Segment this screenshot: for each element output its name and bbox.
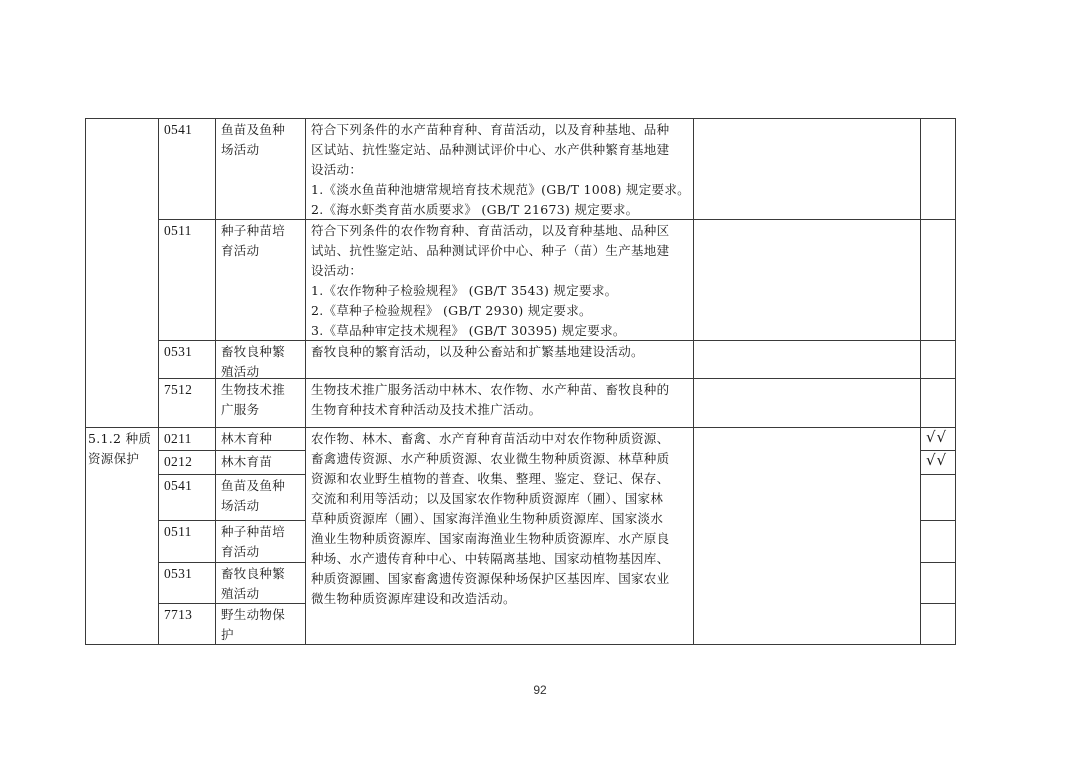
condition-desc-line: 设活动： — [311, 263, 363, 278]
section-row-border — [158, 474, 306, 475]
industry-code: 0211 — [164, 431, 192, 446]
section-label-line: 资源保护 — [88, 451, 140, 466]
section-desc-line: 种质资源圃、国家畜禽遗传资源保种场保护区基因库、国家农业 — [311, 571, 670, 586]
table-top-border — [85, 118, 956, 119]
section-desc-line: 微生物种质资源库建设和改造活动。 — [311, 591, 516, 606]
section-check-border — [920, 603, 956, 604]
condition-desc-line: 1.《淡水鱼苗种池塘常规培育技术规范》(GB/T 1008) 规定要求。 — [311, 182, 690, 197]
section-desc-line: 畜禽遗传资源、水产种质资源、农业微生物种质资源、林草种质 — [311, 451, 670, 466]
industry-name-line: 鱼苗及鱼种 — [221, 122, 286, 137]
industry-name-line: 野生动物保 — [221, 607, 286, 622]
industry-name-line: 种子种苗培 — [221, 223, 286, 238]
industry-code: 0212 — [164, 454, 193, 469]
industry-code: 0531 — [164, 566, 193, 581]
section-check-border — [920, 562, 956, 563]
industry-name-line: 护 — [221, 627, 234, 642]
industry-code: 0531 — [164, 344, 193, 359]
section-desc-line: 种场、水产遗传育种中心、中转隔离基地、国家动植物基因库、 — [311, 551, 670, 566]
industry-code: 0511 — [164, 524, 192, 539]
condition-desc-line: 试站、抗性鉴定站、品种测试评价中心、种子（苗）生产基地建 — [311, 243, 670, 258]
condition-desc-line: 设活动： — [311, 162, 363, 177]
condition-desc-line: 2.《草种子检验规程》 (GB/T 2930) 规定要求。 — [311, 303, 592, 318]
table-col-border-0 — [85, 118, 86, 645]
condition-desc-line: 3.《草品种审定技术规程》 (GB/T 30395) 规定要求。 — [311, 323, 626, 338]
condition-desc-line: 区试站、抗性鉴定站、品种测试评价中心、水产供种繁育基地建 — [311, 142, 670, 157]
industry-name-line: 鱼苗及鱼种 — [221, 478, 286, 493]
industry-name-line: 育活动 — [221, 243, 260, 258]
industry-name-line: 殖活动 — [221, 586, 260, 601]
industry-name-line: 畜牧良种繁 — [221, 566, 286, 581]
industry-code: 0541 — [164, 478, 193, 493]
section-row-border — [158, 450, 306, 451]
industry-name-line: 林木育种 — [221, 431, 273, 446]
table-bottom-border — [85, 644, 956, 645]
condition-desc-line: 生物育种技术育种活动及技术推广活动。 — [311, 402, 542, 417]
table-col-border-6 — [955, 118, 956, 645]
industry-name-line: 场活动 — [221, 142, 260, 157]
industry-code: 7713 — [164, 607, 193, 622]
industry-name-line: 场活动 — [221, 498, 260, 513]
industry-code: 7512 — [164, 382, 193, 397]
table-col-border-1 — [158, 118, 159, 645]
industry-name-line: 殖活动 — [221, 364, 260, 379]
check-mark: √√ — [926, 428, 948, 446]
table-row-border — [158, 378, 956, 379]
table-col-border-5 — [920, 118, 921, 645]
condition-desc-line: 符合下列条件的农作物育种、育苗活动，以及育种基地、品种区 — [311, 223, 670, 238]
section-divider — [85, 427, 956, 428]
industry-name-line: 林木育苗 — [221, 454, 273, 469]
section-check-border — [920, 474, 956, 475]
condition-desc-line: 生物技术推广服务活动中林木、农作物、水产种苗、畜牧良种的 — [311, 382, 670, 397]
section-desc-line: 资源和农业野生植物的普查、收集、整理、鉴定、登记、保存、 — [311, 471, 670, 486]
industry-code: 0541 — [164, 122, 193, 137]
check-mark: √√ — [926, 451, 948, 469]
section-desc-line: 交流和利用等活动；以及国家农作物种质资源库（圃）、国家林 — [311, 491, 664, 506]
section-row-border — [158, 520, 306, 521]
condition-desc-line: 符合下列条件的水产苗种育种、育苗活动，以及育种基地、品种 — [311, 122, 670, 137]
section-desc-line: 渔业生物种质资源库、国家南海渔业生物种质资源库、水产原良 — [311, 531, 670, 546]
condition-desc-line: 畜牧良种的繁育活动，以及种公畜站和扩繁基地建设活动。 — [311, 344, 644, 359]
table-col-border-4 — [693, 118, 694, 645]
industry-name-line: 畜牧良种繁 — [221, 344, 286, 359]
industry-name-line: 育活动 — [221, 544, 260, 559]
industry-name-line: 种子种苗培 — [221, 524, 286, 539]
industry-code: 0511 — [164, 223, 192, 238]
table-col-border-2 — [215, 118, 216, 645]
industry-name-line: 生物技术推 — [221, 382, 286, 397]
page-number: 92 — [533, 683, 547, 697]
section-label-line: 5.1.2 种质 — [88, 431, 152, 446]
section-desc-line: 草种质资源库（圃）、国家海洋渔业生物种质资源库、国家淡水 — [311, 511, 664, 526]
section-desc-line: 农作物、林木、畜禽、水产育种育苗活动中对农作物种质资源、 — [311, 431, 670, 446]
industry-name-line: 广服务 — [221, 402, 260, 417]
condition-desc-line: 2.《海水虾类育苗水质要求》 (GB/T 21673) 规定要求。 — [311, 202, 639, 217]
condition-desc-line: 1.《农作物种子检验规程》 (GB/T 3543) 规定要求。 — [311, 283, 618, 298]
section-check-border — [920, 520, 956, 521]
table-col-border-3 — [305, 118, 306, 645]
section-row-border — [158, 562, 306, 563]
